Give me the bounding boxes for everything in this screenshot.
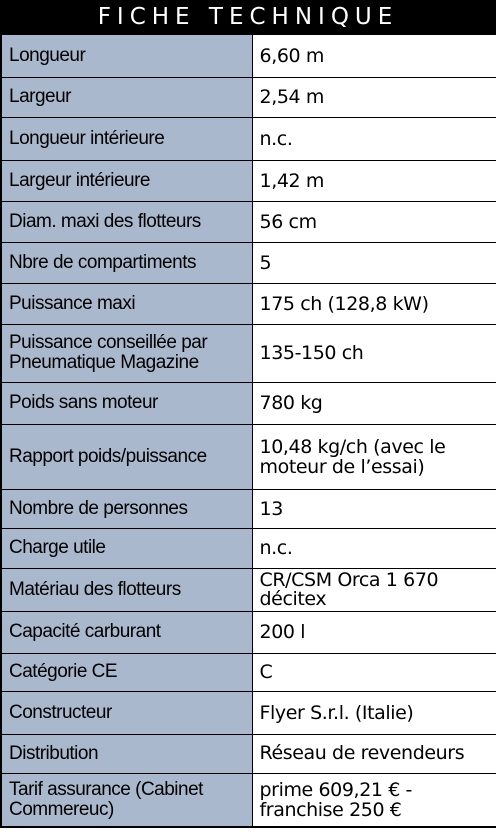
spec-value: 135-150 ch (252, 324, 496, 382)
spec-value: 175 ch (128,8 kW) (252, 283, 496, 324)
spec-value: 2,54 m (252, 77, 496, 117)
spec-label: Constructeur (1, 691, 252, 734)
spec-label: Charge utile (1, 528, 252, 568)
table-row (1, 528, 496, 568)
spec-label: Puissance conseillée par Pneumatique Magazine (1, 324, 252, 382)
table-row (1, 611, 496, 653)
spec-label: Catégorie CE (1, 653, 252, 691)
spec-label: Diam. maxi des flotteurs (1, 201, 252, 242)
spec-value: Flyer S.r.l. (Italie) (252, 691, 496, 734)
spec-value: 780 kg (252, 382, 496, 424)
table-row (1, 653, 496, 691)
spec-value: n.c. (252, 117, 496, 160)
spec-value: Réseau de revendeurs (252, 734, 496, 773)
spec-label: Longueur intérieure (1, 117, 252, 160)
spec-value: prime 609,21 € - franchise 250 € (252, 773, 496, 827)
table-row (1, 324, 496, 382)
spec-label: Tarif assurance (Cabinet Commereuc) (1, 773, 252, 827)
spec-label: Rapport poids/puissance (1, 424, 252, 489)
table-row (1, 382, 496, 424)
table-row (1, 773, 496, 827)
table-row (1, 201, 496, 242)
table-row (1, 77, 496, 117)
table-row (1, 691, 496, 734)
table-row (1, 489, 496, 528)
spec-label: Puissance maxi (1, 283, 252, 324)
spec-label: Largeur intérieure (1, 160, 252, 201)
table-row (1, 568, 496, 611)
spec-label: Nombre de personnes (1, 489, 252, 528)
table-row (1, 424, 496, 489)
spec-value: n.c. (252, 528, 496, 568)
spec-label: Poids sans moteur (1, 382, 252, 424)
table-row (1, 734, 496, 773)
table-row (1, 242, 496, 283)
spec-value: 6,60 m (252, 34, 496, 77)
spec-value: 1,42 m (252, 160, 496, 201)
spec-label: Largeur (1, 77, 252, 117)
spec-label: Distribution (1, 734, 252, 773)
spec-value: 5 (252, 242, 496, 283)
table-row (1, 160, 496, 201)
spec-label: Matériau des flotteurs (1, 568, 252, 611)
spec-label: Capacité carburant (1, 611, 252, 653)
table-row (1, 117, 496, 160)
table-row (1, 283, 496, 324)
spec-value: 56 cm (252, 201, 496, 242)
spec-label: Longueur (1, 34, 252, 77)
spec-table (0, 33, 496, 828)
spec-value: 10,48 kg/ch (avec le moteur de l’essai) (252, 424, 496, 489)
spec-value: C (252, 653, 496, 691)
spec-value: CR/CSM Orca 1 670 décitex (252, 568, 496, 611)
spec-label: Nbre de compartiments (1, 242, 252, 283)
sheet-title: FICHE TECHNIQUE (0, 0, 496, 33)
table-row (1, 34, 496, 77)
spec-value: 13 (252, 489, 496, 528)
spec-value: 200 l (252, 611, 496, 653)
